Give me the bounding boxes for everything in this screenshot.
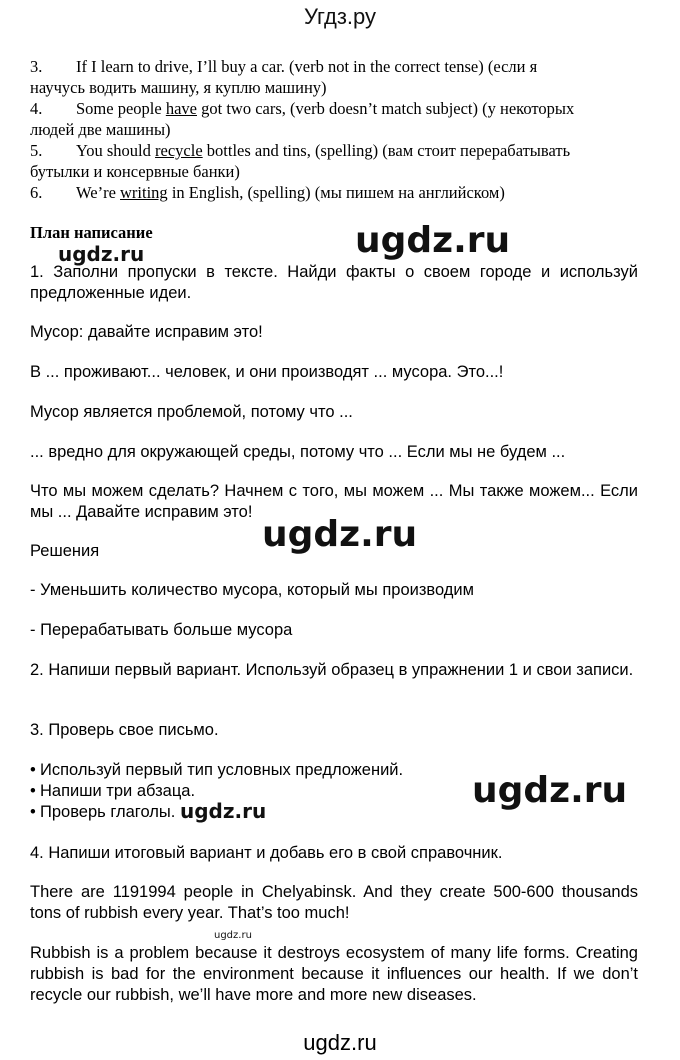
underlined-word: have	[165, 99, 197, 118]
list-text: got two cars, (verb doesn’t match subject) (у некоторых	[196, 99, 575, 118]
watermark: ugdz.ru	[214, 930, 252, 941]
template-line: В ... проживают... человек, и они производят ... мусора. Это...!	[30, 363, 504, 381]
watermark: ugdz.ru	[180, 799, 267, 823]
template-title: Мусор: давайте исправим это!	[30, 323, 263, 341]
solutions-label: Решения	[30, 542, 100, 560]
list-item-3	[30, 56, 650, 98]
solution-item: - Перерабатывать больше мусора	[30, 621, 293, 639]
list-text: We’re	[76, 183, 121, 202]
watermark: ugdz.ru	[355, 220, 511, 261]
bullet-icon: •	[30, 782, 36, 800]
template-line: Что мы можем сделать? Начнем с того, мы можем ... Мы также можем... Если мы ... Давайте исправим это!	[30, 482, 638, 521]
solution-item: - Уменьшить количество мусора, который мы производим	[30, 581, 474, 599]
list-item-6	[30, 182, 650, 203]
bullet-text: Напиши три абзаца.	[40, 782, 196, 800]
bullet-item	[30, 802, 180, 823]
list-text-line2: бутылки и консервные банки)	[30, 162, 240, 181]
watermark: ugdz.ru	[262, 514, 418, 555]
list-text-line2: людей две машины)	[30, 120, 171, 139]
list-number: 4.	[30, 99, 43, 118]
watermark: ugdz.ru	[472, 770, 628, 811]
bullet-text: Проверь глаголы.	[40, 803, 176, 821]
watermark: ugdz.ru	[58, 242, 145, 266]
list-text: in English, (spelling) (мы пишем на английском)	[167, 183, 505, 202]
underlined-word: recycle	[155, 141, 203, 160]
list-text: You should	[76, 141, 156, 160]
answer-paragraph: There are 1191994 people in Chelyabinsk. And they create 500-600 thousands tons of rubbish every year. That’s too much!	[30, 883, 638, 922]
underlined-word: writing	[120, 183, 168, 202]
watermark-footer: ugdz.ru	[303, 1030, 377, 1055]
step-3: 3. Проверь свое письмо.	[30, 721, 219, 739]
list-text: bottles and tins, (spelling) (вам стоит перерабатывать	[202, 141, 571, 160]
bullet-icon: •	[30, 803, 36, 821]
template-line: Мусор является проблемой, потому что ...	[30, 403, 353, 421]
step-4: 4. Напиши итоговый вариант и добавь его в свой справочник.	[30, 844, 503, 862]
bullet-text: Используй первый тип условных предложений.	[40, 761, 404, 779]
list-number: 3.	[30, 57, 43, 76]
list-number: 6.	[30, 183, 43, 202]
list-text: If I learn to drive, I’ll buy a car. (verb not in the correct tense) (если я	[76, 57, 538, 76]
step-1: 1. Заполни пропуски в тексте. Найди факты о своем городе и используй предложенные идеи.	[30, 263, 638, 302]
step-2: 2. Напиши первый вариант. Используй образец в упражнении 1 и свои записи.	[30, 661, 634, 679]
list-item-5	[30, 140, 650, 182]
plan-heading: План написание	[30, 223, 153, 242]
list-text: Some people	[76, 99, 166, 118]
site-title: Угдз.ру	[303, 4, 377, 29]
answer-paragraph: Rubbish is a problem because it destroys ecosystem of many life forms. Creating rubbish is bad for the environment because it influences our health. If we don’t recycle our rubbish, we’ll have more and more new diseases.	[30, 944, 638, 1004]
list-number: 5.	[30, 141, 43, 160]
list-item-4	[30, 98, 650, 140]
list-text-line2: научусь водить машину, я куплю машину)	[30, 78, 327, 97]
bullet-icon: •	[30, 761, 36, 779]
template-line: ... вредно для окружающей среды, потому что ... Если мы не будем ...	[30, 443, 566, 461]
